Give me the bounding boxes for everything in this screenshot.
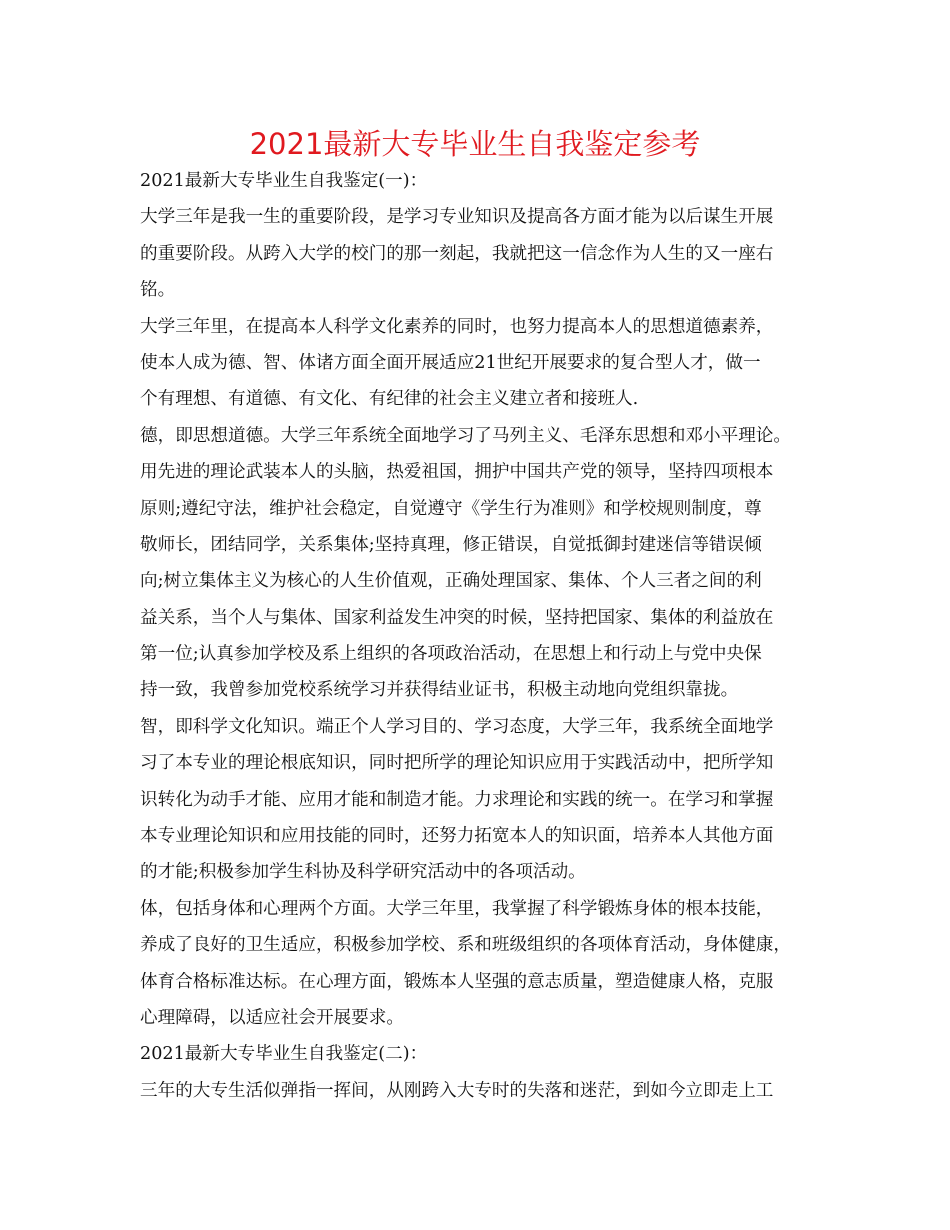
text-line: 德，即思想道德。大学三年系统全面地学习了马列主义、毛泽东思想和邓小平理论。: [140, 425, 791, 446]
text-line: 体，包括身体和心理两个方面。大学三年里，我掌握了科学锻炼身体的根本技能，: [140, 898, 774, 919]
text-line: 向;树立集体主义为核心的人生价值观，正确处理国家、集体、个人三者之间的利: [140, 571, 762, 592]
text-line: 体育合格标准达标。在心理方面，锻炼本人坚强的意志质量，塑造健康人格，克服: [140, 971, 774, 992]
text-line: 养成了良好的卫生适应，积极参加学校、系和班级组织的各项体育活动，身体健康，: [140, 935, 791, 956]
text-line: 原则;遵纪守法，维护社会稳定，自觉遵守《学生行为准则》和学校规则制度，尊: [140, 498, 762, 519]
text-line: 第一位;认真参加学校及系上组织的各项政治活动，在思想上和行动上与党中央保: [140, 644, 762, 665]
text-line: 大学三年是我一生的重要阶段，是学习专业知识及提高各方面才能为以后谋生开展: [140, 207, 774, 228]
text-line: 敬师长，团结同学，关系集体;坚持真理，修正错误，自觉抵御封建迷信等错误倾: [140, 534, 762, 555]
text-line: 铭。: [140, 280, 176, 301]
text-line: 三年的大专生活似弹指一挥间，从刚跨入大专时的失落和迷茫，到如今立即走上工: [140, 1080, 774, 1101]
text-line: 2021最新大专毕业生自我鉴定(二)：: [140, 1044, 428, 1065]
text-line: 个有理想、有道德、有文化、有纪律的社会主义建立者和接班人.: [140, 389, 639, 410]
text-line: 识转化为动手才能、应用才能和制造才能。力求理论和实践的统一。在学习和掌握: [140, 789, 774, 810]
text-line: 心理障碍，以适应社会开展要求。: [140, 1007, 404, 1028]
text-line: 的重要阶段。从跨入大学的校门的那一刻起，我就把这一信念作为人生的又一座右: [140, 243, 774, 264]
document-body: [140, 163, 840, 1109]
text-line: 益关系，当个人与集体、国家利益发生冲突的时候，坚持把国家、集体的利益放在: [140, 607, 774, 628]
text-line: 用先进的理论武装本人的头脑，热爱祖国，拥护中国共产党的领导，坚持四项根本: [140, 462, 774, 483]
text-line: 的才能;积极参加学生科协及科学研究活动中的各项活动。: [140, 862, 586, 883]
text-line: 持一致，我曾参加党校系统学习并获得结业证书，积极主动地向党组织靠拢。: [140, 680, 739, 701]
text-line: 智，即科学文化知识。端正个人学习目的、学习态度，大学三年，我系统全面地学: [140, 716, 774, 737]
document-title: 2021最新大专毕业生自我鉴定参考: [249, 127, 701, 161]
text-line: 2021最新大专毕业生自我鉴定(一)：: [140, 171, 428, 191]
text-line: 使本人成为德、智、体诸方面全面开展适应21世纪开展要求的复合型人才，做一: [140, 352, 761, 373]
text-line: 大学三年里，在提高本人科学文化素养的同时，也努力提高本人的思想道德素养，: [140, 316, 774, 337]
text-line: 习了本专业的理论根底知识，同时把所学的理论知识应用于实践活动中，把所学知: [140, 753, 774, 774]
text-line: 本专业理论知识和应用技能的同时，还努力拓宽本人的知识面，培养本人其他方面: [140, 826, 774, 847]
